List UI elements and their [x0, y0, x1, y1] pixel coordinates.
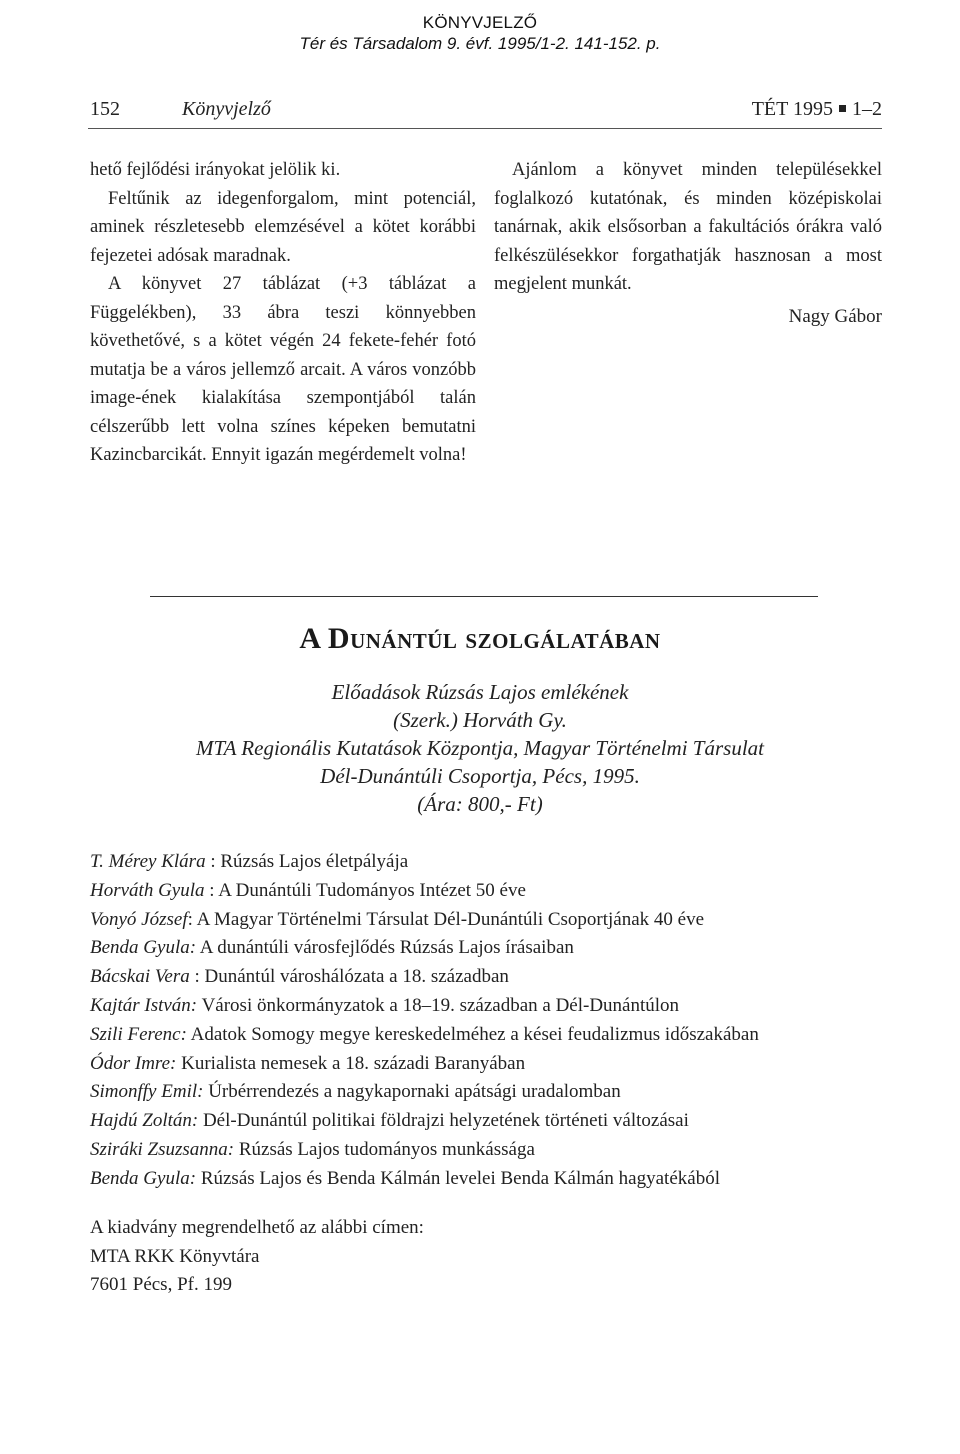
- contents-item: [90, 1050, 890, 1079]
- left-paragraph-1: hető fejlődési irányokat jelölik ki.: [90, 160, 341, 180]
- contents-title: A Magyar Történelmi Társulat Dél-Dunántúli Csoportjának 40 éve: [196, 908, 705, 930]
- contents-author: Ódor Imre:: [90, 1052, 177, 1074]
- header-rule: [88, 128, 882, 129]
- contents-separator: :: [205, 851, 221, 872]
- contents-title: Úrbérrendezés a nagykapornaki apátsági uradalomban: [208, 1081, 621, 1103]
- left-column: [90, 156, 476, 470]
- contents-separator: :: [189, 966, 205, 988]
- contents-author: T. Mérey Klára: [90, 851, 206, 872]
- journal-name: TÉT 1995: [751, 98, 833, 120]
- book-title: A Dunántúl szolgálatában: [299, 622, 661, 655]
- contents-author: Benda Gyula:: [90, 937, 197, 959]
- contents-title: Dél-Dunántúl politikai földrajzi helyzetének történeti változásai: [202, 1110, 689, 1132]
- contents-title: Kurialista nemesek a 18. századi Baranyában: [181, 1052, 526, 1074]
- order-line: 7601 Pécs, Pf. 199: [90, 1274, 232, 1295]
- book-meta-line: (Szerk.) Horváth Gy.: [393, 708, 567, 732]
- issue-number: 1–2: [852, 98, 882, 120]
- contents-title: A dunántúli városfejlődés Rúzsás Lajos írásaiban: [199, 937, 574, 959]
- book-meta-line: Dél-Dunántúli Csoportja, Pécs, 1995.: [320, 764, 640, 788]
- contents-item: [90, 848, 890, 877]
- contents-title: A Dunántúli Tudományos Intézet 50 éve: [218, 879, 526, 901]
- contents-author: Simonffy Emil:: [90, 1081, 204, 1103]
- contents-title: Rúzsás Lajos tudományos munkássága: [238, 1138, 535, 1160]
- running-head: [90, 98, 882, 126]
- contents-author: Vonyó József: [90, 908, 188, 930]
- square-bullet-icon: [839, 105, 846, 112]
- section-name: Könyvjelző: [182, 98, 271, 120]
- right-paragraph: Ajánlom a könyvet minden településekkel foglalkozó kutatónak, és minden középiskolai tanárnak, akik elsősorban a fakultációs órákra való felkészülésekkor forgathatják hasznosan a most megjelent munkát.: [494, 160, 882, 294]
- order-line: A kiadvány megrendelhető az alábbi címen:: [90, 1217, 424, 1238]
- contents-separator: :: [187, 908, 197, 930]
- contents-item: [90, 1165, 890, 1194]
- contents-item: [90, 1136, 890, 1165]
- contents-item: [90, 992, 890, 1021]
- contents-title: Adatok Somogy megye kereskedelméhez a kései feudalizmus időszakában: [190, 1023, 759, 1045]
- contents-title: Dunántúl városhálózata a 18. században: [204, 966, 509, 988]
- contents-item: [90, 963, 890, 992]
- contents-author: Horváth Gyula: [90, 879, 205, 901]
- left-paragraph-2: Feltűnik az idegenforgalom, mint potenciál, aminek részletesebb elemzésével a kötet korábbi fejezetei adósak maradnak.: [90, 188, 476, 266]
- contents-author: Szili Ferenc:: [90, 1023, 187, 1045]
- contents-author: Sziráki Zsuzsanna:: [90, 1138, 235, 1160]
- page-number: 152: [90, 98, 120, 120]
- order-line: MTA RKK Könyvtára: [90, 1245, 260, 1267]
- source-title: KÖNYVJELZŐ: [422, 13, 538, 32]
- order-info: [90, 1214, 690, 1300]
- contents-author: Benda Gyula:: [90, 1167, 197, 1189]
- contents-separator: :: [204, 879, 219, 901]
- contents-author: Kajtár István:: [90, 994, 198, 1016]
- book-meta-line: MTA Regionális Kutatások Központja, Magyar Történelmi Társulat: [196, 736, 764, 760]
- source-header: [0, 12, 960, 54]
- contents-title: Rúzsás Lajos életpályája: [220, 851, 409, 872]
- contents-item: [90, 934, 890, 963]
- contents-list: [90, 848, 890, 1194]
- source-citation: Tér és Társadalom 9. évf. 1995/1-2. 141-152. p.: [299, 34, 661, 53]
- contents-title: Városi önkormányzatok a 18–19. században a Dél-Dunántúlon: [201, 994, 680, 1016]
- title-rule: [150, 596, 818, 597]
- book-meta-line: (Ára: 800,- Ft): [417, 792, 543, 816]
- contents-item: [90, 1078, 890, 1107]
- contents-author: Hajdú Zoltán:: [90, 1110, 199, 1132]
- contents-item: [90, 1107, 890, 1136]
- contents-item: [90, 877, 890, 906]
- contents-item: [90, 1021, 890, 1050]
- contents-title: Rúzsás Lajos és Benda Kálmán levelei Benda Kálmán hagyatékából: [200, 1167, 720, 1189]
- review-signature: Nagy Gábor: [788, 305, 882, 327]
- right-column: [494, 156, 882, 331]
- contents-author: Bácskai Vera: [90, 966, 190, 988]
- contents-item: [90, 906, 890, 935]
- book-meta: [0, 678, 960, 818]
- book-meta-line: Előadások Rúzsás Lajos emlékének: [331, 680, 629, 704]
- journal-issue: [752, 98, 882, 121]
- left-paragraph-3: A könyvet 27 táblázat (+3 táblázat a Függelékben), 33 ábra teszi könnyebben követhetővé, s a kötet végén 24 fekete-fehér fotó mutatja be a város jellemző arcait. A város vonzóbb image-ének kialakítása szempontjából talán célszerűbb lett volna színes képeken bemutatni Kazincbarcikát. Ennyit igazán megérdemelt volna!: [90, 274, 476, 465]
